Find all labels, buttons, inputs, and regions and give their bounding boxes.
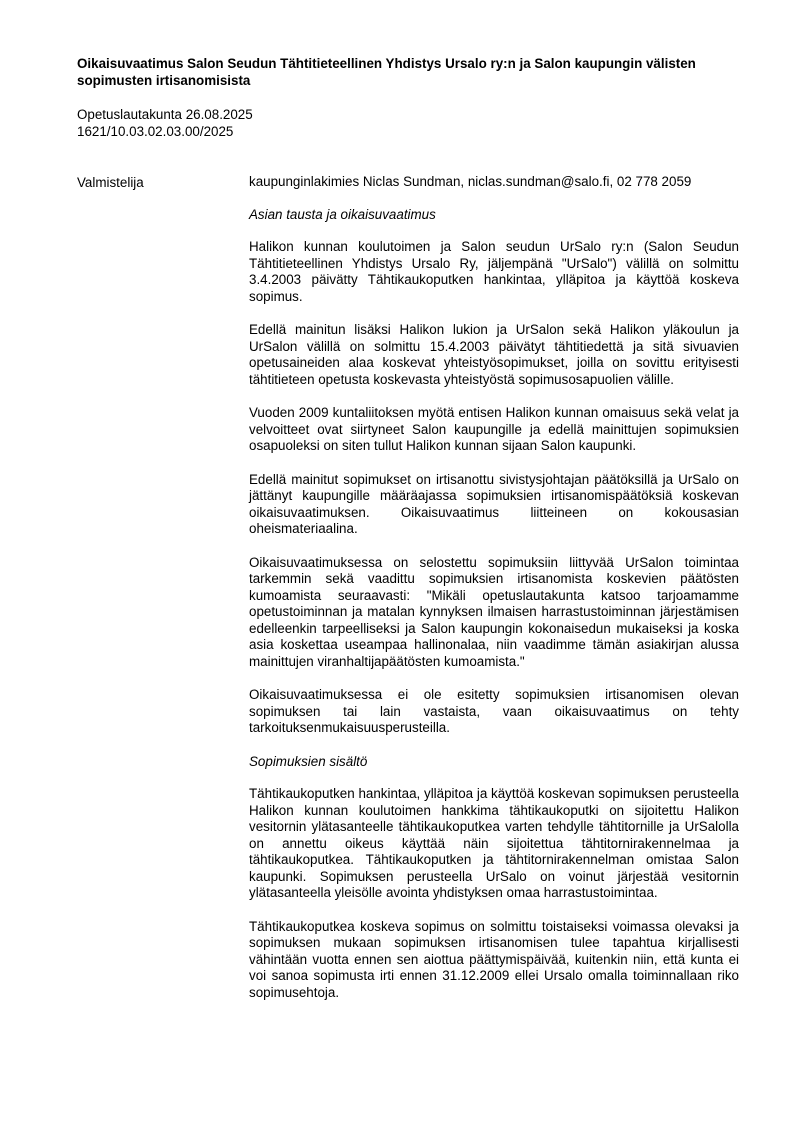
meeting-name-date: Opetuslautakunta 26.08.2025 <box>77 107 253 122</box>
paragraph: Edellä mainitun lisäksi Halikon lukion ja UrSalon sekä Halikon yläkoulun ja UrSalon välillä on solmittu 15.4.2003 päivätyt tähtitiedettä ja sitä sivuavien opetusaineiden alaa koskevat yhteistyösopimukset, joilla on sovittu erityisesti tähtitieteen opetusta koskevasta yhteistyöstä sopimusosapuolien välille. <box>249 322 739 387</box>
paragraph: Oikaisuvaatimuksessa on selostettu sopimuksiin liittyvää UrSalon toimintaa tarkemmin sekä vaadittu sopimuksien irtisanomista koskevien päätösten kumoamista seuraavasti: "Mikäli opetuslautakunta katsoo tarjoamamme opetustoiminnan ja matalan kynnyksen ilmaisen harrastustoiminnan järjestämisen edelleenkin tarpeelliseksi ja Salon kaupungin kokonaisedun mukaiseksi ja koska asia koskettaa useampaa hallinonalaa, niin vaadimme tämän asiakirjan alussa mainittujen viranhaltijapäätösten kumoamista." <box>249 554 739 669</box>
preparer-info: kaupunginlakimies Niclas Sundman, niclas.sundman@salo.fi, 02 778 2059 <box>249 174 692 189</box>
meeting-info <box>77 106 253 140</box>
paragraph: Halikon kunnan koulutoimen ja Salon seudun UrSalo ry:n (Salon Seudun Tähtitieteellinen Yhdistys Ursalo Ry, jäljempänä "UrSalo") välillä on solmittu 3.4.2003 päivätty Tähtikaukoputken hankintaa, ylläpitoa ja käyttöä koskeva sopimus. <box>249 239 739 304</box>
document-title: Oikaisuvaatimus Salon Seudun Tähtitieteellinen Yhdistys Ursalo ry:n ja Salon kaupungin välisten sopimusten irtisanomisista <box>77 56 696 88</box>
document-body <box>249 174 739 1001</box>
paragraph: Oikaisuvaatimuksessa ei ole esitetty sopimuksien irtisanomisen olevan sopimuksen tai lain vastaista, vaan oikaisuvaatimus on tehty tarkoituksenmukaisuusperusteilla. <box>249 687 739 735</box>
paragraph: Tähtikaukoputken hankintaa, ylläpitoa ja käyttöä koskevan sopimuksen perusteella Halikon kunnan koulutoimen hankkima tähtikaukoputki on sijoitettu Halikon vesitornin ylätasanteelle tähtikaukoputkea varten tehdylle tähtitornille ja UrSalolla on annettu oikeus käyttää näin sijoitettua tähtitornirakennelmaa ja tähtikaukoputkea. Tähtikaukoputken ja tähtitornirakennelman omistaa Salon kaupunki. Sopimuksen perusteella UrSalo on voinut järjestää vesitornin ylätasanteella yleisölle avointa yhdistyksen omaa harrastustoimintaa. <box>249 786 739 900</box>
paragraph: Vuoden 2009 kuntaliitoksen myötä entisen Halikon kunnan omaisuus sekä velat ja velvoitteet ovat siirtyneet Salon kaupungille ja edellä mainittujen sopimuksien osapuoleksi on siten tullut Halikon kunnan sijaan Salon kaupunki. <box>249 405 739 453</box>
section-heading: Sopimuksien sisältö <box>249 753 368 769</box>
paragraph: Tähtikaukoputkea koskeva sopimus on solmittu toistaiseksi voimassa olevaksi ja sopimuksen mukaan sopimuksen irtisanomisen tulee tapahtua kirjallisesti vähintään vuotta ennen sen aiottua päättymispäivää, kuitenkin niin, että kunta ei voi sanoa sopimusta irti ennen 31.12.2009 ellei Ursalo omalla toiminnallaan riko sopimusehtoja. <box>249 918 739 1000</box>
preparer-label: Valmistelija <box>77 175 144 190</box>
paragraph: Edellä mainitut sopimukset on irtisanottu sivistysjohtajan päätöksillä ja UrSalo on jättänyt kaupungille määräajassa sopimuksien irtisanomispäätöksiä koskevan oikaisuvaatimuksen. Oikaisuvaatimus liitteineen on kokousasian oheismateriaalina. <box>249 471 739 536</box>
record-number: 1621/10.03.02.03.00/2025 <box>77 124 234 139</box>
section-heading: Asian tausta ja oikaisuvaatimus <box>249 206 436 222</box>
